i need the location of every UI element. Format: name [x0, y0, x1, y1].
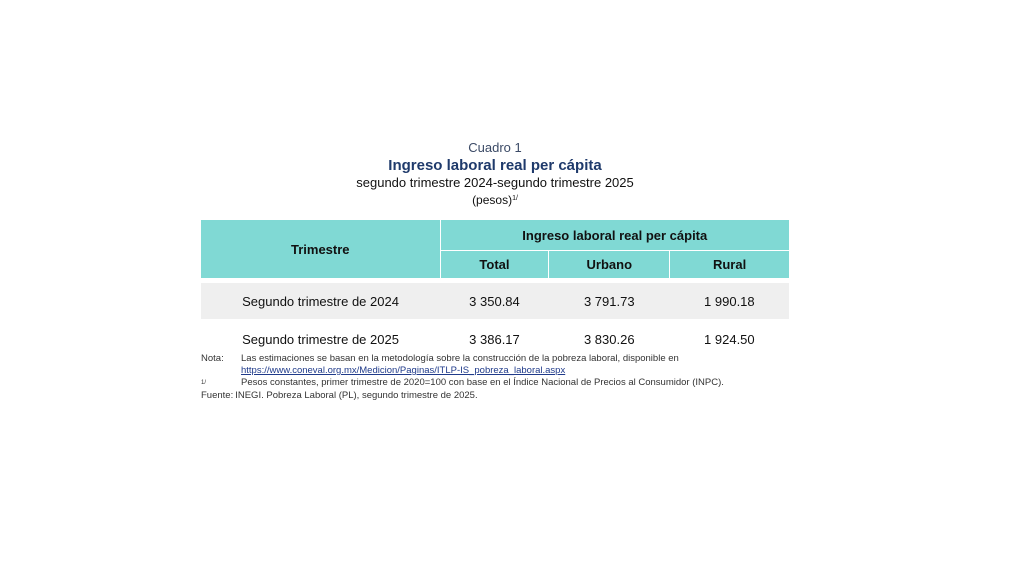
- row-label: Segundo trimestre de 2024: [201, 283, 440, 319]
- methodology-link[interactable]: https://www.coneval.org.mx/Medicion/Paginas/ITLP-IS_pobreza_laboral.aspx: [241, 365, 566, 376]
- header-total: Total: [440, 251, 549, 279]
- data-table: [201, 220, 789, 357]
- table-row: [201, 321, 789, 357]
- cell-urbano: 3 830.26: [583, 331, 635, 347]
- units-text: (pesos): [472, 193, 513, 207]
- footnote-1: [201, 377, 789, 389]
- table-row: [201, 283, 789, 319]
- units-label: [200, 191, 790, 208]
- footnote-marker: 1/: [201, 380, 207, 386]
- fuente-label: Fuente:: [201, 390, 234, 401]
- cell-rural: 1 990.18: [670, 283, 789, 319]
- cell-rural: 1 924.50: [704, 331, 755, 347]
- cell-total: 3 350.84: [440, 283, 549, 319]
- nota-note: [201, 353, 789, 377]
- table-header: [200, 139, 790, 208]
- units-footnote-ref: 1/: [512, 195, 518, 202]
- cuadro-label: Cuadro 1: [468, 140, 522, 155]
- fuente-text: INEGI. Pobreza Laboral (PL), segundo trimestre de 2025.: [235, 390, 478, 401]
- cell-total: 3 386.17: [469, 331, 520, 347]
- table-notes: [201, 353, 789, 402]
- footnote-text: Pesos constantes, primer trimestre de 2020=100 con base en el Índice Nacional de Precios al Consumidor (INPC).: [241, 377, 724, 388]
- nota-text: Las estimaciones se basan en la metodología sobre la construcción de la pobreza laboral, disponible en: [241, 353, 679, 364]
- header-urbano: Urbano: [549, 251, 670, 279]
- header-ingreso-group: Ingreso laboral real per cápita: [440, 220, 789, 251]
- row-label: Segundo trimestre de 2025: [242, 331, 399, 347]
- source-note: [201, 390, 789, 402]
- nota-label: Nota:: [201, 353, 224, 364]
- table-title: Ingreso laboral real per cápita: [388, 157, 602, 174]
- header-rural: Rural: [670, 251, 789, 279]
- header-trimestre: Trimestre: [201, 220, 440, 278]
- table-subtitle: segundo trimestre 2024-segundo trimestre 2025: [356, 175, 634, 190]
- cell-urbano: 3 791.73: [549, 283, 670, 319]
